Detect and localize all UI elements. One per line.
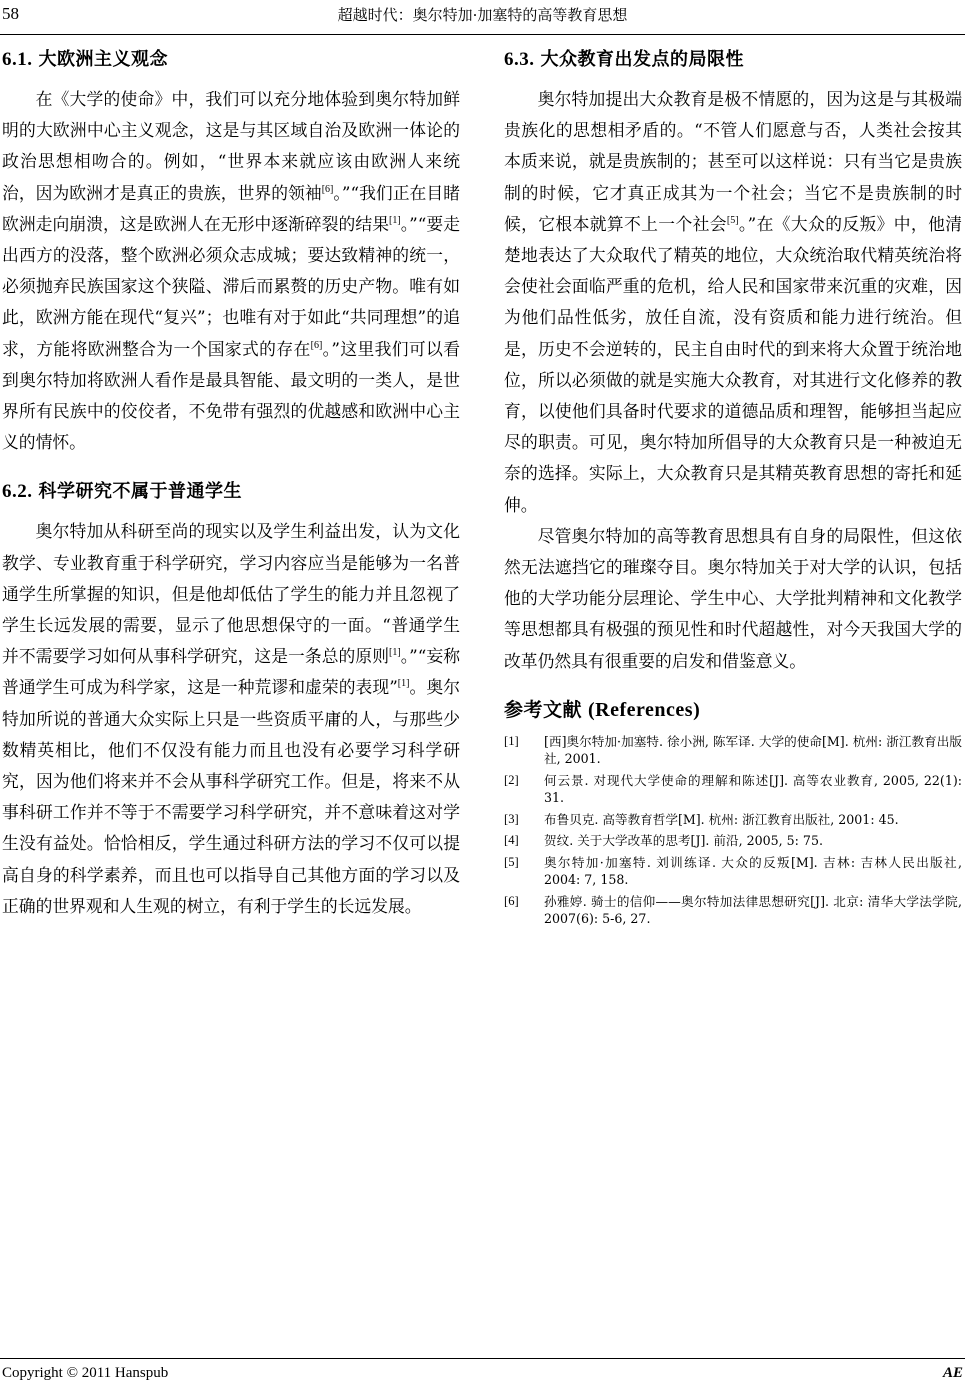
- references-heading: [504, 693, 962, 727]
- section-title: 大欧洲主义观念: [38, 49, 168, 70]
- reference-text: 贺纹. 关于大学改革的思考[J]. 前沿, 2005, 5: 75.: [544, 833, 823, 849]
- citation: [5]: [726, 214, 739, 226]
- reference-text: 孙雅婷. 骑士的信仰——奥尔特加法律思想研究[J]. 北京: 清华大学法学院, 2007(6): 5-6, 27.: [544, 893, 962, 927]
- citation: [1]: [389, 214, 401, 226]
- section-6-2-paragraph: [2, 516, 460, 922]
- right-column: [504, 44, 962, 932]
- text-run: 。”“妄称普通学生可成为科学家，这是一种荒谬和虚荣的表现”: [2, 646, 460, 698]
- citation: [1]: [397, 678, 410, 690]
- page-footer: [0, 1358, 965, 1387]
- reference-number: [2]: [504, 772, 519, 787]
- reference-item: [504, 832, 962, 850]
- text-run: 。”在《大众的反叛》中，他清楚地表达了大众取代了精英的地位，大众统治取代精英统治将会使社会面临严重的危机，给人民和国家带来沉重的灾难，因为他们品性低劣，放任自流，没有资质和能力进行统治。但是，历史不会逆转的，民主自由时代的到来将大众置于统治地位，所以必须做的就是实施大众教育，对其进行文化修养的教育，以使他们具备时代要求的道德品质和理智，能够担当起应尽的职责。可见，奥尔特加所倡导的大众教育只是一种被迫无奈的选择。实际上，大众教育只是其精英教育思想的寄托和延伸。: [504, 213, 962, 515]
- reference-text: 布鲁贝克. 高等教育哲学[M]. 杭州: 浙江教育出版社, 2001: 45.: [544, 811, 899, 827]
- section-6-1-heading: [2, 44, 460, 76]
- citation: [1]: [389, 647, 401, 659]
- reference-text: 何云景. 对现代大学使命的理解和陈述[J]. 高等农业教育, 2005, 22(1): 31.: [544, 772, 962, 806]
- section-number: 6.3.: [504, 49, 535, 70]
- citation: [6]: [321, 183, 334, 195]
- reference-number: [6]: [504, 893, 519, 908]
- section-6-3-paragraph-1: [504, 84, 962, 521]
- text-run: 在《大学的使命》中，我们可以充分地体验到奥尔特加鲜明的大欧洲中心主义观念，这是与其区域自治及欧洲一体论的政治思想相吻合的。例如，“世界本来就应该由欧洲人来统治，因为欧洲才是真正的贵族，世界的领袖: [2, 89, 460, 203]
- reference-item: [504, 893, 962, 928]
- section-title: 大众教育出发点的局限性: [540, 49, 744, 70]
- text-run: 奥尔特加从科研至尚的现实以及学生利益出发，认为文化教学、专业教育重于科学研究，学习内容应当是能够为一名普通学生所掌握的知识，但是他却低估了学生的能力并且忽视了学生长远发展的需要，显示了他思想保守的一面。“普通学生并不需要学习如何从事科学研究，这是一条总的原则: [2, 521, 460, 667]
- text-run: 。”“要走出西方的没落，整个欧洲必须众志成城；要达致精神的统一，必须抛弃民族国家这个狭隘、滞后而累赘的历史产物。唯有如此，欧洲方能在现代“复兴”；也唯有对于如此“共同理想”的追求，方能将欧洲整合为一个国家式的存在: [2, 213, 460, 359]
- references-title-cn: 参考文献: [504, 698, 583, 721]
- reference-list: [504, 733, 962, 928]
- reference-text: 奥尔特加·加塞特. 刘训练译. 大众的反叛[M]. 吉林: 吉林人民出版社, 2004: 7, 158.: [544, 854, 962, 888]
- text-run: 。”这里我们可以看到奥尔特加将欧洲人看作是最具智能、最文明的一类人，是世界所有民族中的佼佼者，不免带有强烈的优越感和欧洲中心主义的情怀。: [2, 338, 460, 453]
- section-title: 科学研究不属于普通学生: [38, 481, 242, 503]
- reference-number: [5]: [504, 854, 519, 869]
- reference-item: [504, 811, 962, 829]
- text-run: 。奥尔特加所说的普通大众实际上只是一些资质平庸的人，与那些少数精英相比，他们不仅没有能力而且也没有必要学习科学研究，因为他们将来并不会从事科学研究工作。但是，将来不从事科研工作并不等于不需要学习科学研究，并不意味着这对学生没有益处。恰恰相反，学生通过科研方法的学习不仅可以提高自身的科学素养，而且也可以指导自己其他方面的学习以及正确的世界观和人生观的树立，有利于学生的长远发展。: [2, 677, 460, 916]
- citation: [6]: [310, 339, 323, 351]
- reference-number: [1]: [504, 733, 519, 748]
- reference-item: [504, 733, 962, 768]
- section-6-3-paragraph-2: 尽管奥尔特加的高等教育思想具有自身的局限性，但这依然无法遮挡它的璀璨夺目。奥尔特加关于对大学的认识，包括他的大学功能分层理论、学生中心、大学批判精神和文化教学等思想都具有极强的预见性和时代超越性，对今天我国大学的改革仍然具有很重要的启发和借鉴意义。: [504, 525, 962, 671]
- section-6-2-heading: [2, 476, 460, 508]
- page-number: 58: [2, 4, 19, 23]
- copyright-notice: Copyright © 2011 Hanspub: [2, 1365, 169, 1381]
- section-number: 6.2.: [2, 481, 33, 503]
- references-title-en: (References): [588, 698, 701, 721]
- section-6-3-heading: [504, 44, 962, 76]
- page-header: [0, 0, 965, 35]
- section-number: 6.1.: [2, 49, 33, 70]
- left-column: [2, 44, 460, 922]
- reference-item: [504, 772, 962, 807]
- section-6-1-paragraph: [2, 84, 460, 458]
- reference-number: [4]: [504, 833, 519, 848]
- running-title: 超越时代：奥尔特加·加塞特的高等教育思想: [337, 6, 628, 24]
- reference-text: [西]奥尔特加·加塞特. 徐小洲, 陈军译. 大学的使命[M]. 杭州: 浙江教育出版社, 2001.: [544, 733, 962, 767]
- text-run: 。”“我们正在目睹欧洲走向崩溃，这是欧洲人在无形中逐渐碎裂的结果: [2, 182, 460, 234]
- reference-number: [3]: [504, 811, 519, 826]
- reference-item: [504, 854, 962, 889]
- journal-abbreviation: AE: [942, 1365, 963, 1381]
- text-run: 奥尔特加提出大众教育是极不情愿的，因为这是与其极端贵族化的思想相矛盾的。“不管人们愿意与否，人类社会按其本质来说，就是贵族制的；甚至可以这样说：只有当它是贵族制的时候，它才真正成其为一个社会；当它不是贵族制的时候，它根本就算不上一个社会: [504, 89, 962, 234]
